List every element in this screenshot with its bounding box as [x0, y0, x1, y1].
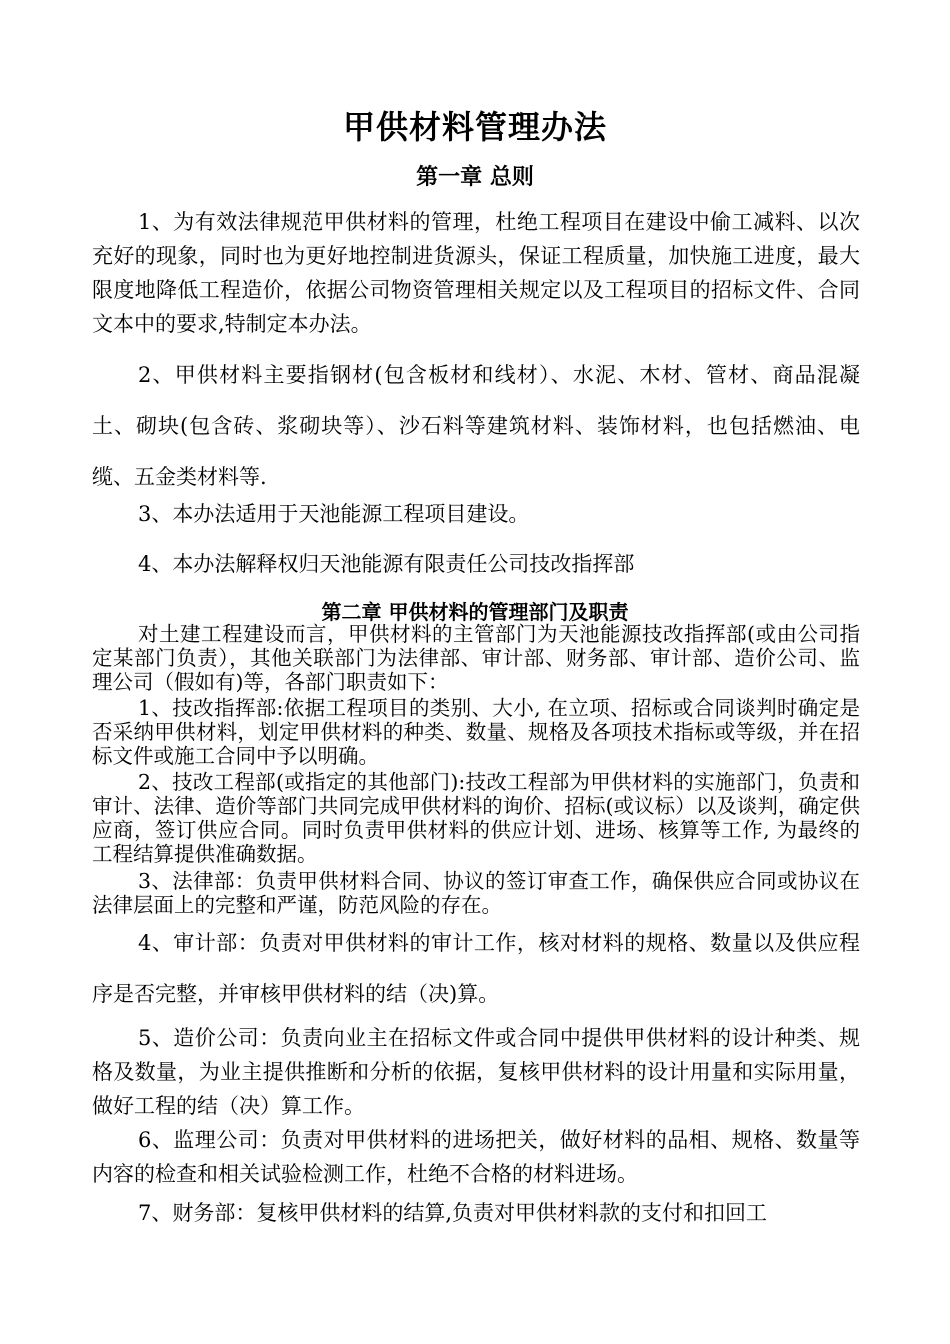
chapter-2-heading: 第二章 甲供材料的管理部门及职责	[321, 600, 629, 624]
chapter-1-paragraph-4: 4、本办法解释权归天池能源有限责任公司技改指挥部	[138, 552, 635, 576]
chapter-2-paragraph-5: 5、造价公司：负责向业主在招标文件或合同中提供甲供材料的设计种类、规格及数量，为业主提供推断和分析的依据，复核甲供材料的设计用量和实际用量，做好工程的结（决）算工作。	[92, 1026, 860, 1118]
chapter-2-paragraph-2: 2、技改工程部(或指定的其他部门):技改工程部为甲供材料的实施部门，负责和审计、法律、造价等部门共同完成甲供材料的询价、招标(或议标）以及谈判，确定供应商，签订供应合同。同时负责甲供材料的供应计划、进场、核算等工作, 为最终的工程结算提供准确数据。	[92, 770, 860, 866]
chapter-2-paragraph-7: 7、财务部：复核甲供材料的结算,负责对甲供材料款的支付和扣回工	[138, 1201, 768, 1225]
document-title: 甲供材料管理办法	[342, 108, 607, 146]
chapter-1-heading: 第一章 总则	[416, 164, 534, 190]
chapter-1-paragraph-3: 3、本办法适用于天池能源工程项目建设。	[138, 502, 530, 526]
chapter-2-paragraph-1: 1、技改指挥部:依据工程项目的类别、大小, 在立项、招标或合同谈判时确定是否采纳甲供材料，划定甲供材料的种类、数量、规格及各项技术指标或等级，并在招标文件或施工合同中予以明确。	[92, 696, 860, 768]
chapter-2-paragraph-intro: 对土建工程建设而言，甲供材料的主管部门为天池能源技改指挥部(或由公司指定某部门负责），其他关联部门为法律部、审计部、财务部、审计部、造价公司、监理公司（假如有)等，各部门职责如下：	[92, 622, 860, 694]
chapter-2-paragraph-6: 6、监理公司：负责对甲供材料的进场把关，做好材料的品相、规格、数量等内容的检查和相关试验检测工作，杜绝不合格的材料进场。	[92, 1128, 860, 1186]
chapter-1-paragraph-1: 1、为有效法律规范甲供材料的管理，杜绝工程项目在建设中偷工减料、以次充好的现象，同时也为更好地控制进货源头，保证工程质量，加快施工进度，最大限度地降低工程造价，依据公司物资管理相关规定以及工程项目的招标文件、合同文本中的要求,特制定本办法。	[92, 210, 860, 336]
chapter-2-paragraph-3: 3、法律部：负责甲供材料合同、协议的签订审查工作，确保供应合同或协议在法律层面上的完整和严谨，防范风险的存在。	[92, 869, 860, 917]
chapter-1-paragraph-2: 2、甲供材料主要指钢材(包含板材和线材）、水泥、木材、管材、商品混凝土、砌块(包含砖、浆砌块等）、沙石料等建筑材料、装饰材料，也包括燃油、电缆、五金类材料等.	[92, 363, 860, 489]
chapter-2-paragraph-4: 4、审计部：负责对甲供材料的审计工作，核对材料的规格、数量以及供应程序是否完整，并审核甲供材料的结（决)算。	[92, 931, 860, 1006]
